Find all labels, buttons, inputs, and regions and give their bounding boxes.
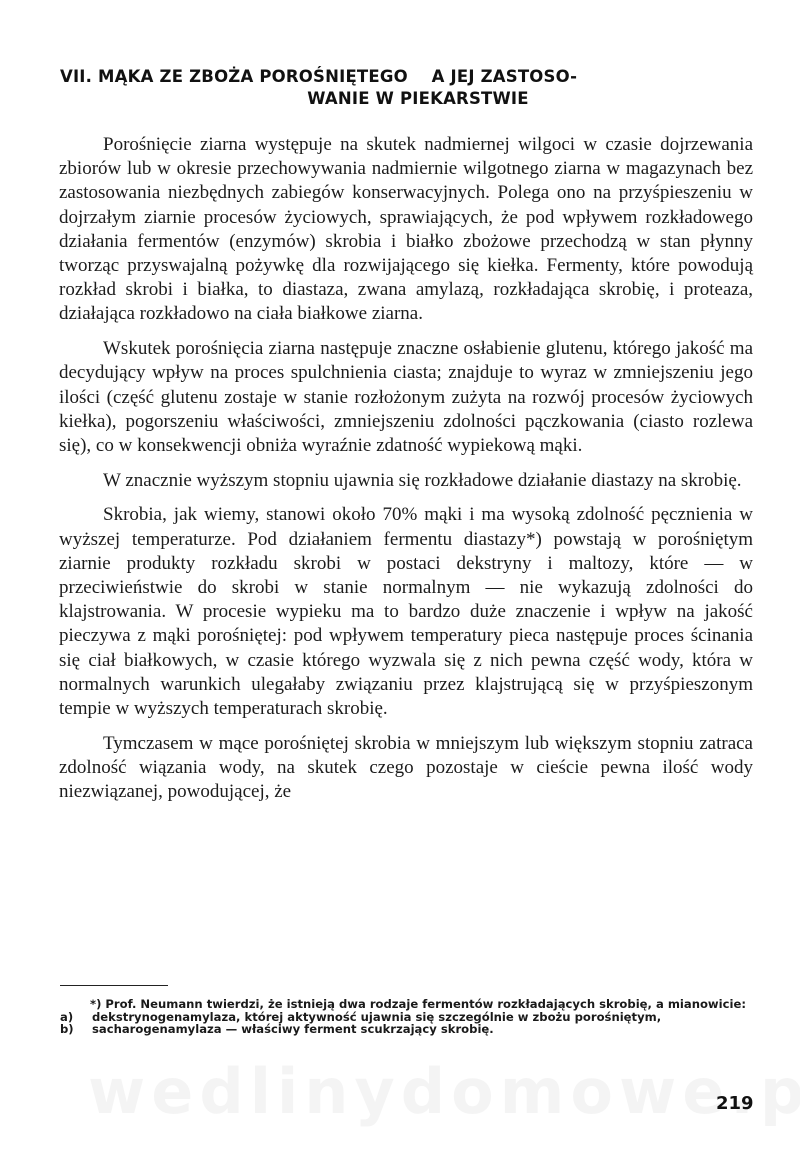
chapter-title-line-1: VII. MĄKA ZE ZBOŻA POROŚNIĘTEGO A JEJ ZASTOSO- (60, 67, 578, 86)
footnote (60, 998, 754, 1036)
paragraph: Wskutek porośnięcia ziarna następuje znaczne osłabienie glutenu, którego jakość ma decydujący wpływ na proces spulchnienia ciasta; znajduje to wyraz w zmniejszeniu jego ilości (część glutenu zostaje w stanie rozłożonym zużyta na rozwój procesów życiowych kiełka), pogorszeniu właściwości, zmniejszeniu zdolności pączkowania (ciasto rozlewa się), co w konsekwencji obniża wyraźnie zdatność wypiekową mąki. (59, 338, 753, 456)
paragraph: Skrobia, jak wiemy, stanowi około 70% mąki i ma wysoką zdolność pęcznienia w wyższej temperaturze. Pod działaniem fermentu diastazy*) powstają w porośniętym ziarnie produkty rozkładu skrobi w postaci dekstryny i maltozy, które — w przeciwieństwie do skrobi w stanie normalnym — nie wykazują zdolności do klajstrowania. W procesie wypieku ma to bardzo duże znaczenie i wpływ na jakość pieczywa z mąki porośniętej: pod wpływem temperatury pieca następuje proces ścinania się ciał białkowych, w czasie którego wyzwala się z nich pewna część wody, która w normalnych warunkich ulegałaby związaniu przez klajstrującą się w przyśpieszonym tempie w wyższych temperaturach skrobię. (59, 504, 753, 719)
paragraph: Tymczasem w mące porośniętej skrobia w mniejszym lub większym stopniu zatraca zdolność wiązania wody, na skutek czego pozostaje w cieście pewna ilość wody niezwiązanej, powodującej, że (59, 732, 753, 803)
footnote-item (60, 1023, 754, 1036)
paragraph: Porośnięcie ziarna występuje na skutek nadmiernej wilgoci w czasie dojrzewania zbiorów lub w okresie przechowywania nadmiernie wilgotnego ziarna w magazynach bez zastosowania niezbędnych zabiegów konserwacyjnych. Polega ono na przyśpieszeniu w dojrzałym ziarnie procesów życiowych, sprawiających, że pod wpływem rozkładowego działania fermentów (enzymów) skrobia i białko zbożowe przechodzą w stan płynny tworząc przyswajalną pożywkę dla rozwijającego się kiełka. Fermenty, które powodują rozkład skrobi i białka, to diastaza, zwana amylazą, rozkładająca skrobię, i proteaza, działająca rozkładowo na ciała białkowe ziarna. (59, 134, 753, 325)
paragraph: W znacznie wyższym stopniu ujawnia się rozkładowe działanie diastazy na skrobię. (103, 469, 742, 491)
body-text (59, 133, 753, 815)
chapter-title-line-2: WANIE W PIEKARSTWIE (307, 89, 529, 108)
watermark (88, 1055, 728, 1128)
footnote-item-label: b) (60, 1022, 74, 1037)
footnote-divider (60, 985, 168, 986)
chapter-title (60, 66, 760, 110)
footnote-intro: *) Prof. Neumann twierdzi, że istnieją dwa rodzaje fermentów rozkładających skrobię, a mianowicie: (90, 997, 746, 1011)
footnote-item-label: a) (60, 1009, 74, 1024)
footnote-item-text: sacharogenamylaza — właściwy ferment scukrzający skrobię. (92, 1022, 494, 1037)
footnote-item-text: dekstrynogenamylaza, której aktywność ujawnia się szczególnie w zbożu porośniętym, (92, 1009, 662, 1024)
page-number: 219 (716, 1093, 754, 1114)
